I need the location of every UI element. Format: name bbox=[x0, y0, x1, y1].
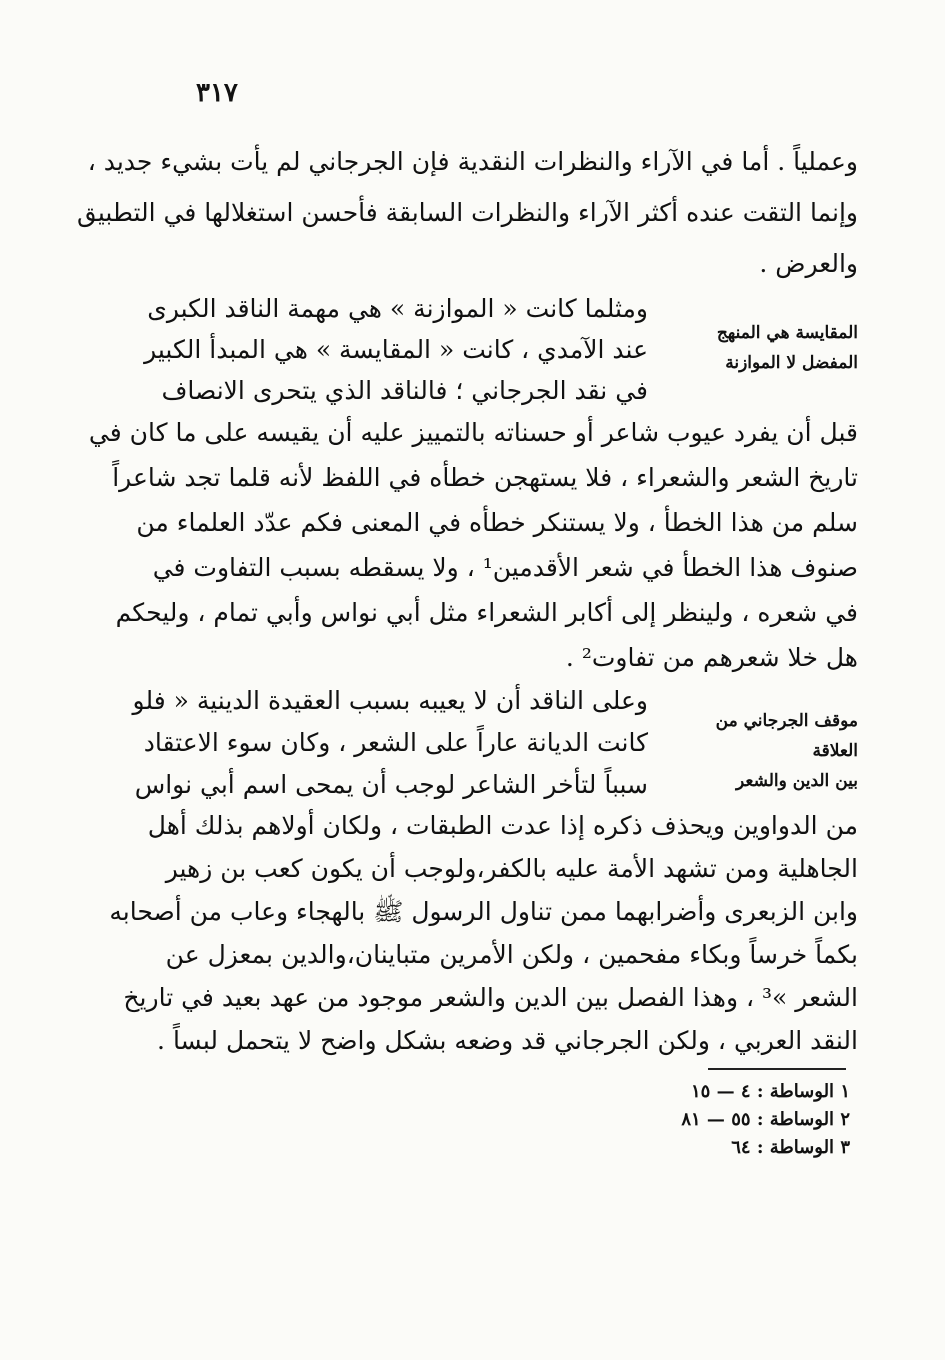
text-line: كانت الديانة عاراً على الشعر ، وكان سوء الاعتقاد bbox=[143, 728, 648, 757]
margin-note-line: موقف الجرجاني من العلاقة bbox=[715, 711, 858, 761]
margin-note-line: المفضل لا الموازنة bbox=[725, 353, 858, 373]
footnote: ١ الوساطة : ٤ — ١٥ bbox=[690, 1081, 850, 1102]
footnote: ٣ الوساطة : ٦٤ bbox=[731, 1137, 850, 1158]
paragraph-comparison-indented bbox=[144, 288, 648, 411]
intro-paragraph bbox=[77, 136, 858, 289]
page-number: ٣١٧ bbox=[196, 78, 238, 108]
text-line: النقد العربي ، ولكن الجرجاني قد وضعه بشكل واضح لا يتحمل لبساً . bbox=[157, 1026, 858, 1055]
margin-note-comparison-method bbox=[690, 318, 858, 378]
text-line: سلم من هذا الخطأ ، ولا يستنكر خطأه في المعنى فكم عدّد العلماء من bbox=[136, 508, 858, 537]
text-line: والعرض . bbox=[759, 249, 858, 278]
text-line: بكماً خرساً وبكاء مفحمين ، ولكن الأمرين متباينان،والدين بمعزل عن bbox=[165, 940, 858, 969]
text-line: في نقد الجرجاني ؛ فالناقد الذي يتحرى الانصاف bbox=[161, 376, 648, 405]
paragraph-comparison-body bbox=[88, 410, 858, 680]
text-line: وابن الزبعرى وأضرابهما ممن تناول الرسول ﷺ بالهجاء وعاب من أصحابه bbox=[109, 897, 858, 926]
paragraph-religion-body bbox=[109, 804, 858, 1062]
margin-note-religion-poetry bbox=[670, 706, 858, 796]
margin-note-line: بين الدين والشعر bbox=[736, 771, 858, 791]
text-line: سبباً لتأخر الشاعر لوجب أن يمحى اسم أبي نواس bbox=[134, 770, 648, 799]
text-line: صنوف هذا الخطأ في شعر الأقدمين¹ ، ولا يسقطه بسبب التفاوت في bbox=[152, 553, 858, 582]
text-line: من الدواوين ويحذف ذكره إذا عدت الطبقات ، ولكان أولاهم بذلك أهل bbox=[147, 811, 858, 840]
text-line: هل خلا شعرهم من تفاوت² . bbox=[565, 643, 858, 672]
footnotes bbox=[560, 1078, 850, 1162]
paragraph-religion-indented bbox=[132, 680, 648, 806]
footnote-divider bbox=[708, 1068, 846, 1070]
text-line: في شعره ، ولينظر إلى أكابر الشعراء مثل أبي نواس وأبي تمام ، وليحكم bbox=[115, 598, 858, 627]
text-line: الجاهلية ومن تشهد الأمة عليه بالكفر،ولوجب أن يكون كعب بن زهير bbox=[165, 854, 858, 883]
text-line: الشعر »³ ، وهذا الفصل بين الدين والشعر موجود من عهد بعيد في تاريخ bbox=[123, 983, 858, 1012]
text-line: وإنما التقت عنده أكثر الآراء والنظرات السابقة فأحسن استغلالها في التطبيق bbox=[77, 198, 858, 227]
text-line: عند الآمدي ، كانت « المقايسة » هي المبدأ الكبير bbox=[144, 335, 648, 364]
text-line: وعملياً . أما في الآراء والنظرات النقدية فإن الجرجاني لم يأت بشيء جديد ، bbox=[87, 147, 858, 176]
margin-note-line: المقايسة هي المنهج bbox=[716, 323, 858, 343]
text-line: تاريخ الشعر والشعراء ، فلا يستهجن خطأه في اللفظ لأنه قلما تجد شاعراً bbox=[112, 463, 858, 492]
text-line: ومثلما كانت « الموازنة » هي مهمة الناقد الكبرى bbox=[147, 294, 648, 323]
footnote: ٢ الوساطة : ٥٥ — ٨١ bbox=[681, 1109, 850, 1130]
text-line: قبل أن يفرد عيوب شاعر أو حسناته بالتمييز عليه أن يقيسه على ما كان في bbox=[88, 418, 858, 447]
text-line: وعلى الناقد أن لا يعيبه بسبب العقيدة الدينية « فلو bbox=[132, 686, 648, 715]
